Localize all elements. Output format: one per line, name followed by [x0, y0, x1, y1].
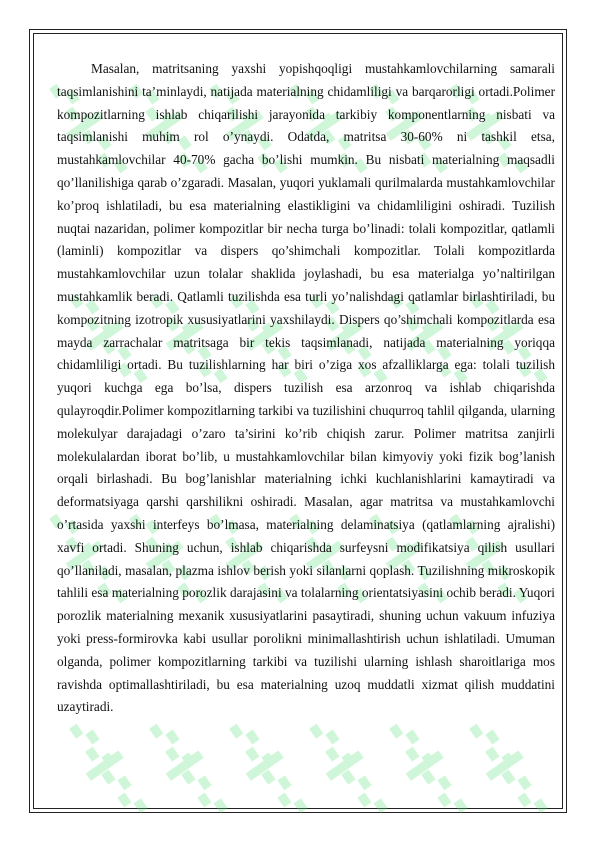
body-paragraph: Masalan, matritsaning yaxshi yopishqoqligi mustahkamlovchilarning samarali taqsimlanishini ta’minlaydi, natijada materialning chidamliligi va barqarorligi ortadi.Polimer kompozitlarning ishlab chiqarilishi jarayonida tarkibiy komponentlarning nisbati va taqsimlanishi muhim rol o’ynaydi. Odatda, matritsa 30-60% ni tashkil etsa, mustahkamlovchilar 40-70% gacha bo’lishi mumkin. Bu nisbati materialning maqsadli qo’llanilishiga qarab o’zgaradi. Masalan, yuqori yuklamali qurilmalarda mustahkamlovchilar ko’proq ishlatiladi, bu esa materialning elastikligini va chidamliligini oshiradi. Tuzilish nuqtai nazaridan, polimer kompozitlar bir necha turga bo’linadi: tolali kompozitlar, qatlamli (laminli) kompozitlar va dispers qo’shimchali kompozitlar. Tolali kompozitlarda mustahkamlovchilar uzun tolalar shaklida joylashadi, bu esa materialga yo’naltirilgan mustahkamlik beradi. Qatlamli tuzilishda esa turli yo’nalishdagi qatlamlar birlashtiriladi, bu kompozitning izotropik xususiyatlarini yaxshilaydi. Dispers qo’shimchali kompozitlarda esa mayda zarrachalar matritsaga bir tekis taqsimlanadi, natijada materialning yoriqqa chidamliligi ortadi. Bu tuzilishlarning har biri o’ziga xos afzalliklarga ega: tolali tuzilish yuqori kuchga ega bo’lsa, dispers tuzilish esa arzonroq va ishlab chiqarishda qulayroqdir.Polimer kompozitlarning tarkibi va tuzilishini chuqurroq tahlil qilganda, ularning molekulyar darajadagi o’zaro ta’sirini ko’rib chiqish zarur. Polimer matritsa zanjirli molekulalardan iborat bo’lib, u mustahkamlovchilar bilan kimyoviy yoki fizik bog’lanish orqali birlashadi. Bu bog’lanishlar materialning ichki kuchlanishlarini kamaytiradi va deformatsiyaga qarshi qarshilikni oshiradi. Masalan, agar matritsa va mustahkamlovchi o’rtasida yaxshi interfeys bo’lmasa, materialning delaminatsiya (qatlamlarning ajralishi) xavfi ortadi. Shuning uchun, ishlab chiqarishda surfeysni modifikatsiya qilish usullari qo’llaniladi, masalan, plazma ishlov berish yoki silanlarni qoplash. Tuzilishning mikroskopik tahlili esa materialning porozlik darajasini va tolalarning orientatsiyasini ochib beradi. Yuqori porozlik materialning mexanik xususiyatlarini pasaytiradi, shuning uchun vakuum infuziya yoki press-formirovka kabi usullar porolikni minimallashtirish uchun ishlatiladi. Umuman olganda, polimer kompozitlarning tarkibi va tuzilishi ularning ishlash sharoitlariga mos ravishda optimallashtiriladi, bu esa materialning uzoq muddatli xizmat qilish muddatini uzaytiradi.: [57, 61, 555, 715]
